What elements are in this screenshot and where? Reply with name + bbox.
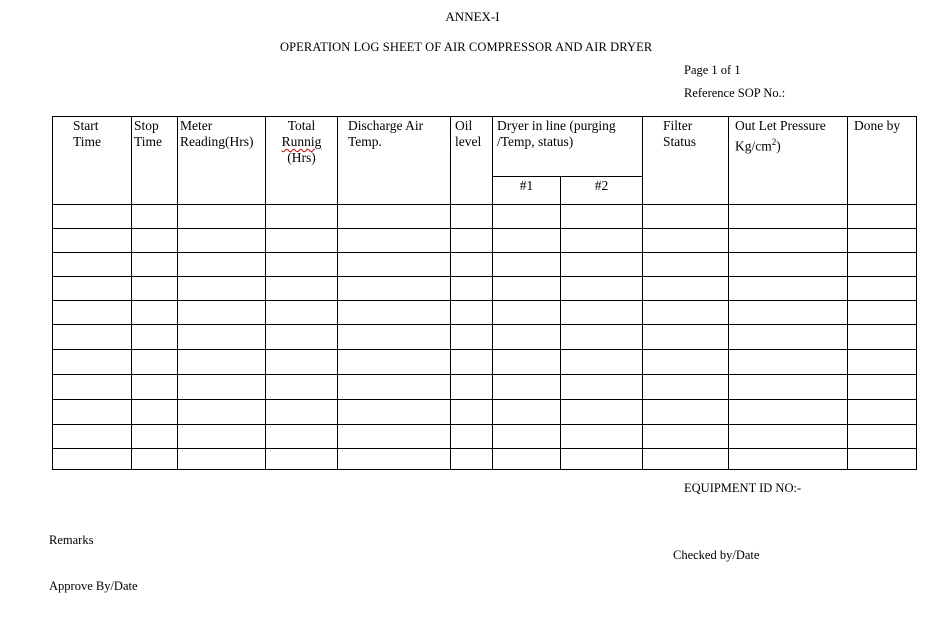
table-row: [53, 425, 917, 449]
col-oil-level: Oil level: [451, 117, 493, 205]
header-row: [53, 117, 917, 177]
table-row: [53, 205, 917, 229]
equipment-id: EQUIPMENT ID NO:-: [684, 481, 802, 495]
col-dryer-2: #2: [561, 177, 643, 205]
col-discharge-air-temp: Discharge Air Temp.: [338, 117, 451, 205]
remarks-label: Remarks: [49, 533, 94, 547]
table-row: [53, 375, 917, 400]
col-done-by: Done by: [848, 117, 917, 205]
table-row: [53, 449, 917, 470]
reference-sop: Reference SOP No.:: [684, 86, 786, 100]
col-total-running: Total Runnig (Hrs): [266, 117, 338, 205]
document-title: OPERATION LOG SHEET OF AIR COMPRESSOR AND AIR DRYER: [280, 40, 653, 54]
checked-by-label: Checked by/Date: [673, 548, 760, 562]
col-stop-time: Stop Time: [132, 117, 178, 205]
table-row: [53, 301, 917, 325]
log-sheet-table: [52, 116, 917, 470]
col-dryer-in-line: Dryer in line (purging /Temp, status): [493, 117, 643, 177]
col-outlet-pressure: Out Let Pressure $Kg/cm^2$): [729, 117, 848, 205]
table-row: [53, 229, 917, 253]
table-row: [53, 277, 917, 301]
col-dryer-1: #1: [493, 177, 561, 205]
annex-label: ANNEX-I: [445, 9, 500, 24]
approve-by-label: Approve By/Date: [49, 579, 138, 593]
col-start-time: Start Time: [53, 117, 132, 205]
col-meter-reading: Meter Reading(Hrs): [178, 117, 266, 205]
table-row: [53, 325, 917, 350]
table-row: [53, 350, 917, 375]
table-row: [53, 400, 917, 425]
page-number: Page 1 of 1: [684, 63, 741, 77]
table-row: [53, 253, 917, 277]
col-filter-status: Filter Status: [643, 117, 729, 205]
